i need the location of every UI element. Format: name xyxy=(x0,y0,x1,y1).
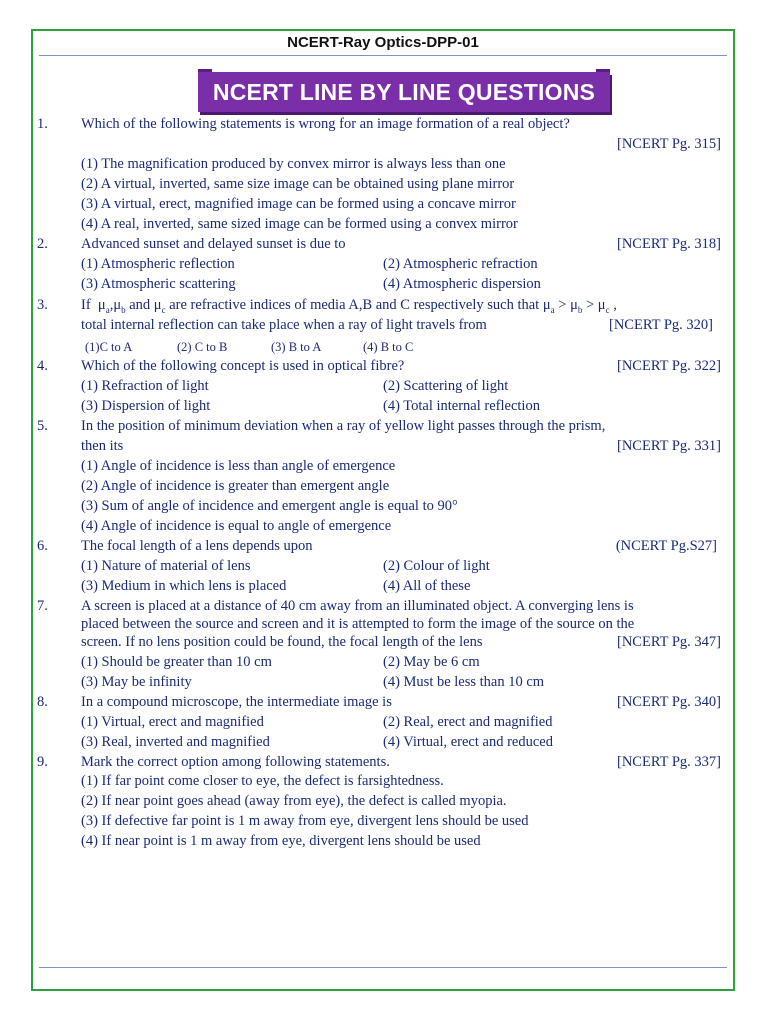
ncert-reference: (NCERT Pg.S27] xyxy=(615,538,717,554)
mu-symbol: μ xyxy=(570,297,578,313)
question-text: A screen is placed at a distance of 40 cm away from an illuminated object. A converging lens is xyxy=(81,598,634,614)
option-2: (2) Atmospheric refraction xyxy=(383,256,538,272)
option-2: (2) Scattering of light xyxy=(383,378,509,394)
option-3: (3) If defective far point is 1 m away from eye, divergent lens should be used xyxy=(81,813,529,829)
option-3: (3) B to A xyxy=(271,340,322,354)
option-3: (3) May be infinity xyxy=(81,674,192,690)
question-text-line2: placed between the source and screen and it is attempted to form the image of the source on the xyxy=(81,616,635,632)
question-number: 6. xyxy=(37,538,48,554)
ncert-reference: [NCERT Pg. 322] xyxy=(617,358,721,374)
mu-symbol: μ xyxy=(153,297,162,313)
title-banner xyxy=(198,69,610,117)
question-text: In the position of minimum deviation when a ray of yellow light passes through the prism, xyxy=(81,418,606,434)
question-text: The focal length of a lens depends upon xyxy=(81,538,313,554)
footer-divider xyxy=(39,967,727,968)
ncert-reference: [NCERT Pg. 347] xyxy=(617,634,721,650)
option-1: (1) The magnification produced by convex mirror is always less than one xyxy=(81,156,506,172)
question-number: 8. xyxy=(37,694,48,710)
ncert-reference: [NCERT Pg. 320] xyxy=(609,317,713,333)
option-1: (1) Angle of incidence is less than angle of emergence xyxy=(81,458,396,474)
question-number: 3. xyxy=(37,297,48,313)
conjunction: and xyxy=(129,297,151,313)
question-text: Which of the following concept is used in optical fibre? xyxy=(81,358,405,374)
option-1: (1) Should be greater than 10 cm xyxy=(81,654,272,670)
question-text: If $\mu_a,\mu_b$ and $\mu_c$ are refractive indices of media A,B and C respectively such that $\mu_a > \mu_b > \mu_c$ , xyxy=(81,297,617,315)
option-1: (1) Atmospheric reflection xyxy=(81,256,235,272)
question-text: Mark the correct option among following statements. xyxy=(81,754,390,770)
ncert-reference: [NCERT Pg. 340] xyxy=(617,694,721,710)
question-number: 7. xyxy=(37,598,48,614)
subscript: a xyxy=(550,304,555,315)
question-text: Advanced sunset and delayed sunset is due to xyxy=(81,236,346,252)
option-2: (2) A virtual, inverted, same size image can be obtained using plane mirror xyxy=(81,176,515,192)
ncert-reference: [NCERT Pg. 331] xyxy=(617,438,721,454)
ncert-reference: [NCERT Pg. 337] xyxy=(617,754,721,770)
option-2: (2) Angle of incidence is greater than emergent angle xyxy=(81,478,390,494)
ncert-reference: [NCERT Pg. 315] xyxy=(617,136,721,152)
option-1: (1) Refraction of light xyxy=(81,378,209,394)
option-1: (1)C to A xyxy=(85,340,133,354)
question-number: 2. xyxy=(37,236,48,252)
option-4: (4) A real, inverted, same sized image can be formed using a convex mirror xyxy=(81,216,518,232)
option-3: (3) Medium in which lens is placed xyxy=(81,578,287,594)
question-text: In a compound microscope, the intermediate image is xyxy=(81,694,392,710)
option-3: (3) Dispersion of light xyxy=(81,398,211,414)
option-4: (4) B to C xyxy=(363,340,414,354)
option-2: (2) C to B xyxy=(177,340,228,354)
question-number: 1. xyxy=(37,116,48,132)
question-number: 4. xyxy=(37,358,48,374)
option-2: (2) Real, erect and magnified xyxy=(383,714,553,730)
option-2: (2) Colour of light xyxy=(383,558,490,574)
subscript: c xyxy=(605,304,610,315)
option-3: (3) Atmospheric scattering xyxy=(81,276,236,292)
option-3: (3) A virtual, erect, magnified image can be formed using a concave mirror xyxy=(81,196,516,212)
subscript: b xyxy=(577,304,583,315)
question-number: 9. xyxy=(37,754,48,770)
mu-symbol: μ xyxy=(597,297,606,313)
page-header: NCERT-Ray Optics-DPP-01 xyxy=(287,34,479,51)
option-2: (2) May be 6 cm xyxy=(383,654,480,670)
subscript: c xyxy=(161,304,166,315)
option-4: (4) If near point is 1 m away from eye, divergent lens should be used xyxy=(81,833,481,849)
option-2: (2) If near point goes ahead (away from eye), the defect is called myopia. xyxy=(81,793,507,809)
option-4: (4) Angle of incidence is equal to angle of emergence xyxy=(81,518,392,534)
ncert-reference: [NCERT Pg. 318] xyxy=(617,236,721,252)
option-1: (1) Nature of material of lens xyxy=(81,558,251,574)
page-frame xyxy=(31,29,735,991)
subscript: a xyxy=(105,304,110,315)
question-text-line3: screen. If no lens position could be found, the focal length of the lens xyxy=(81,634,483,650)
question-text-middle: are refractive indices of media A,B and C respectively such that xyxy=(169,297,540,313)
question-text-start: If xyxy=(81,297,91,313)
subscript: b xyxy=(121,304,126,315)
option-4: (4) Virtual, erect and reduced xyxy=(383,734,553,750)
option-3: (3) Real, inverted and magnified xyxy=(81,734,270,750)
mu-symbol: μ xyxy=(542,297,551,313)
option-4: (4) Must be less than 10 cm xyxy=(383,674,545,690)
question-text-line2: then its xyxy=(81,438,124,454)
option-1: (1) If far point come closer to eye, the defect is farsightedness. xyxy=(81,773,444,789)
header-divider xyxy=(39,55,727,56)
option-4: (4) All of these xyxy=(383,578,471,594)
question-text: Which of the following statements is wrong for an image formation of a real object? xyxy=(81,116,570,132)
question-number: 5. xyxy=(37,418,48,434)
banner-title: NCERT LINE BY LINE QUESTIONS xyxy=(212,79,596,105)
question-text-line2: total internal reflection can take place when a ray of light travels from xyxy=(81,317,487,333)
option-3: (3) Sum of angle of incidence and emergent angle is equal to 90° xyxy=(81,498,458,514)
option-4: (4) Atmospheric dispersion xyxy=(383,276,541,292)
mu-symbol: μ xyxy=(97,297,106,313)
option-4: (4) Total internal reflection xyxy=(383,398,540,414)
option-1: (1) Virtual, erect and magnified xyxy=(81,714,264,730)
mu-symbol: μ xyxy=(113,297,122,313)
